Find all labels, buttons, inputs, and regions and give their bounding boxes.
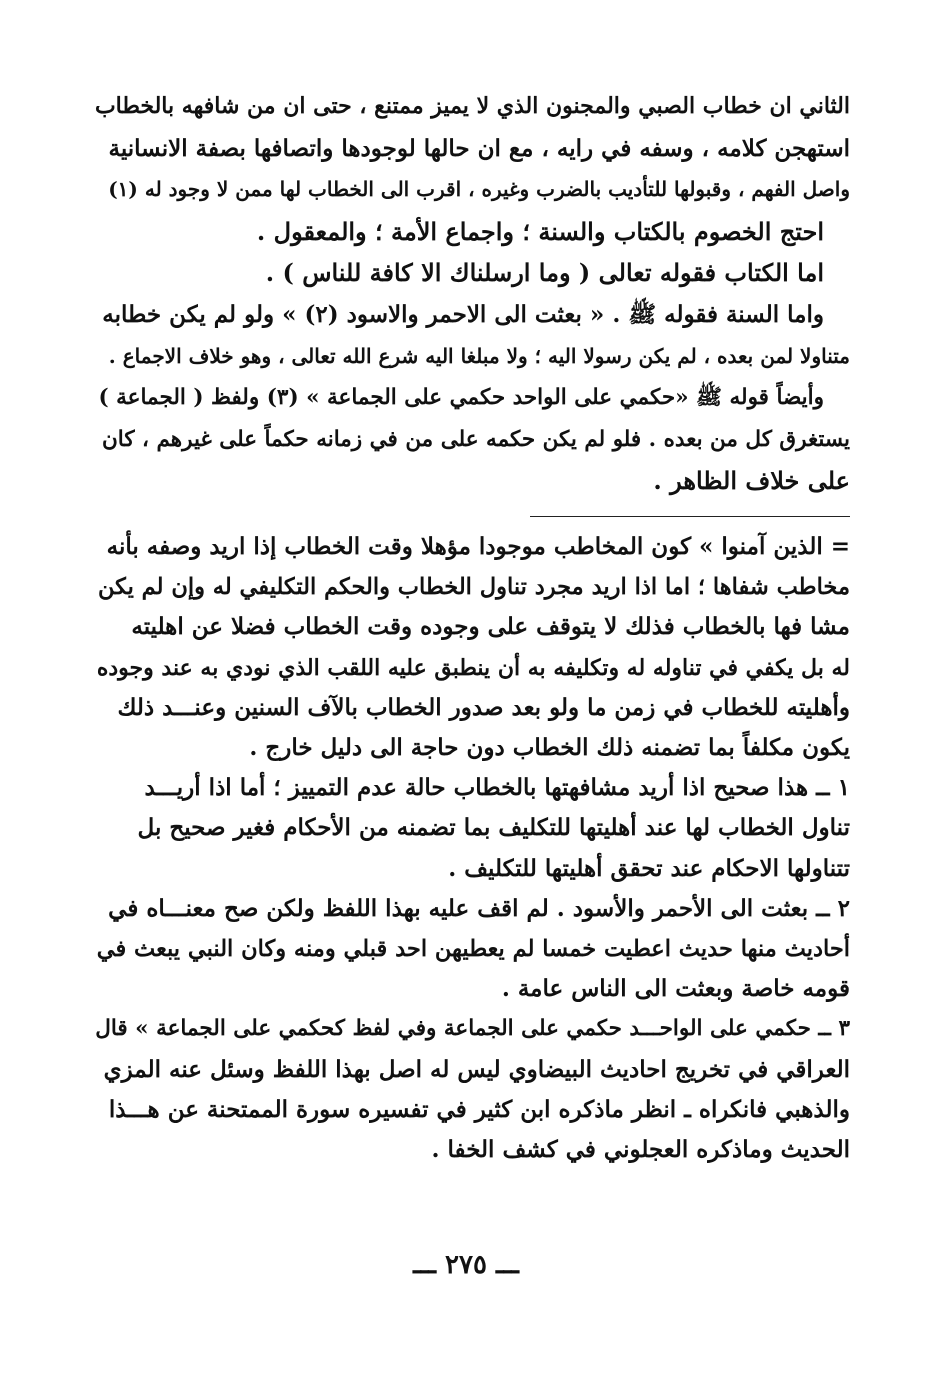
footnote-line: تناول الخطاب لها عند أهليتها للتكليف بما تضمنه من الأحكام فغير صحيح بل (137, 814, 850, 842)
main-line: متناولا لمن بعده ، لم يكن رسولا اليه ؛ ولا مبلغا اليه شرع الله تعالى ، وهو خلاف الاجماع . (108, 343, 850, 368)
main-line: يستغرق كل من بعده . فلو لم يكن حكمه على من في زمانه حكماً على غيرهم ، كان (102, 426, 850, 452)
footnote-line: مشا فها بالخطاب فذلك لا يتوقف على وجوده وقت الخطاب فضلا عن اهليته (131, 613, 850, 641)
footnote-line: ٢ ــ بعثت الى الأحمر والأسود . لم اقف عليه بهذا اللفظ ولكن صح معنـــاه في (108, 894, 850, 922)
footnote-line: العراقي في تخريج احاديث البيضاوي ليس له اصل بهذا اللفظ وسئل عنه المزي (103, 1055, 850, 1083)
footnote-line: ٣ ــ حكمي على الواحـــد حكمي على الجماعة وفي لفظ كحكمي على الجماعة » قال (95, 1016, 850, 1042)
main-line: الثاني ان خطاب الصبي والمجنون الذي لا يميز ممتنع ، حتى ان من شافهه بالخطاب (94, 93, 850, 119)
main-line: واصل الفهم ، وقبولها للتأديب بالضرب وغيره ، اقرب الى الخطاب لها ممن لا وجود له (١) (108, 177, 850, 202)
footnote-line: تتناولها الاحكام عند تحقق أهليتها للتكليف . (448, 854, 850, 882)
footnote-line: أحاديث منها حديث اعطيت خمسا لم يعطيهن احد قبلي ومنه وكان النبي يبعث في (96, 935, 850, 962)
main-line: وأيضاً قوله ﷺ «حكمي على الواحد حكمي على الجماعة » (٣) ولفظ ( الجماعة ) (98, 385, 824, 411)
main-line: اما الكتاب فقوله تعالى ( وما ارسلناك الا كافة للناس ) . (265, 258, 824, 288)
page-number: ـــ ٢٧٥ ـــ (413, 1250, 519, 1280)
main-line: على خلاف الظاهر . (653, 466, 850, 496)
footnote-line: ١ ــ هذا صحيح اذا أريد مشافهتها بالخطاب حالة عدم التمييز ؛ أما اذا أريـــد (144, 774, 850, 802)
footnote-line: له بل يكفي في تناوله له وتكليفه به أن ينطبق عليه اللقب الذي نودي به عند وجوده (96, 654, 850, 681)
main-line: واما السنة فقوله ﷺ . « بعثت الى الاحمر والاسود (٢) » ولو لم يكن خطابه (102, 300, 824, 328)
footnote-line: قومه خاصة وبعثت الى الناس عامة . (501, 975, 850, 1003)
main-line: استهجن كلامه ، وسفه في رايه ، مع ان حالها لوجودها واتصافها بصفة الانسانية (108, 134, 850, 162)
footnote-line: يكون مكلفاً بما تضمنه ذلك الخطاب دون حاجة الى دليل خارج . (249, 733, 850, 761)
footnote-line: الحديث وماذكره العجلوني في كشف الخفا . (431, 1135, 850, 1163)
footnote-line: وأهليته للخطاب في زمن ما ولو بعد صدور الخطاب بالآف السنين وعنـــد ذلك (117, 693, 850, 721)
footnote-separator (530, 516, 850, 517)
main-line: احتج الخصوم بالكتاب والسنة ؛ واجماع الأمة ؛ والمعقول . (256, 216, 824, 246)
footnotes (96, 527, 850, 1170)
main-text (96, 86, 850, 502)
footnote-line: = الذين آمنوا » كون المخاطب موجودا مؤهلا وقت الخطاب إذا اريد وصفه بأنه (106, 532, 850, 560)
footnote-line: مخاطب شفاها ؛ اما اذا اريد مجرد تناول الخطاب والحكم التكليفي له وإن لم يكن (98, 574, 850, 601)
footnote-line: والذهبي فانكراه ـ انظر ماذكره ابن كثير في تفسيره سورة الممتحنة عن هـــذا (108, 1095, 850, 1123)
